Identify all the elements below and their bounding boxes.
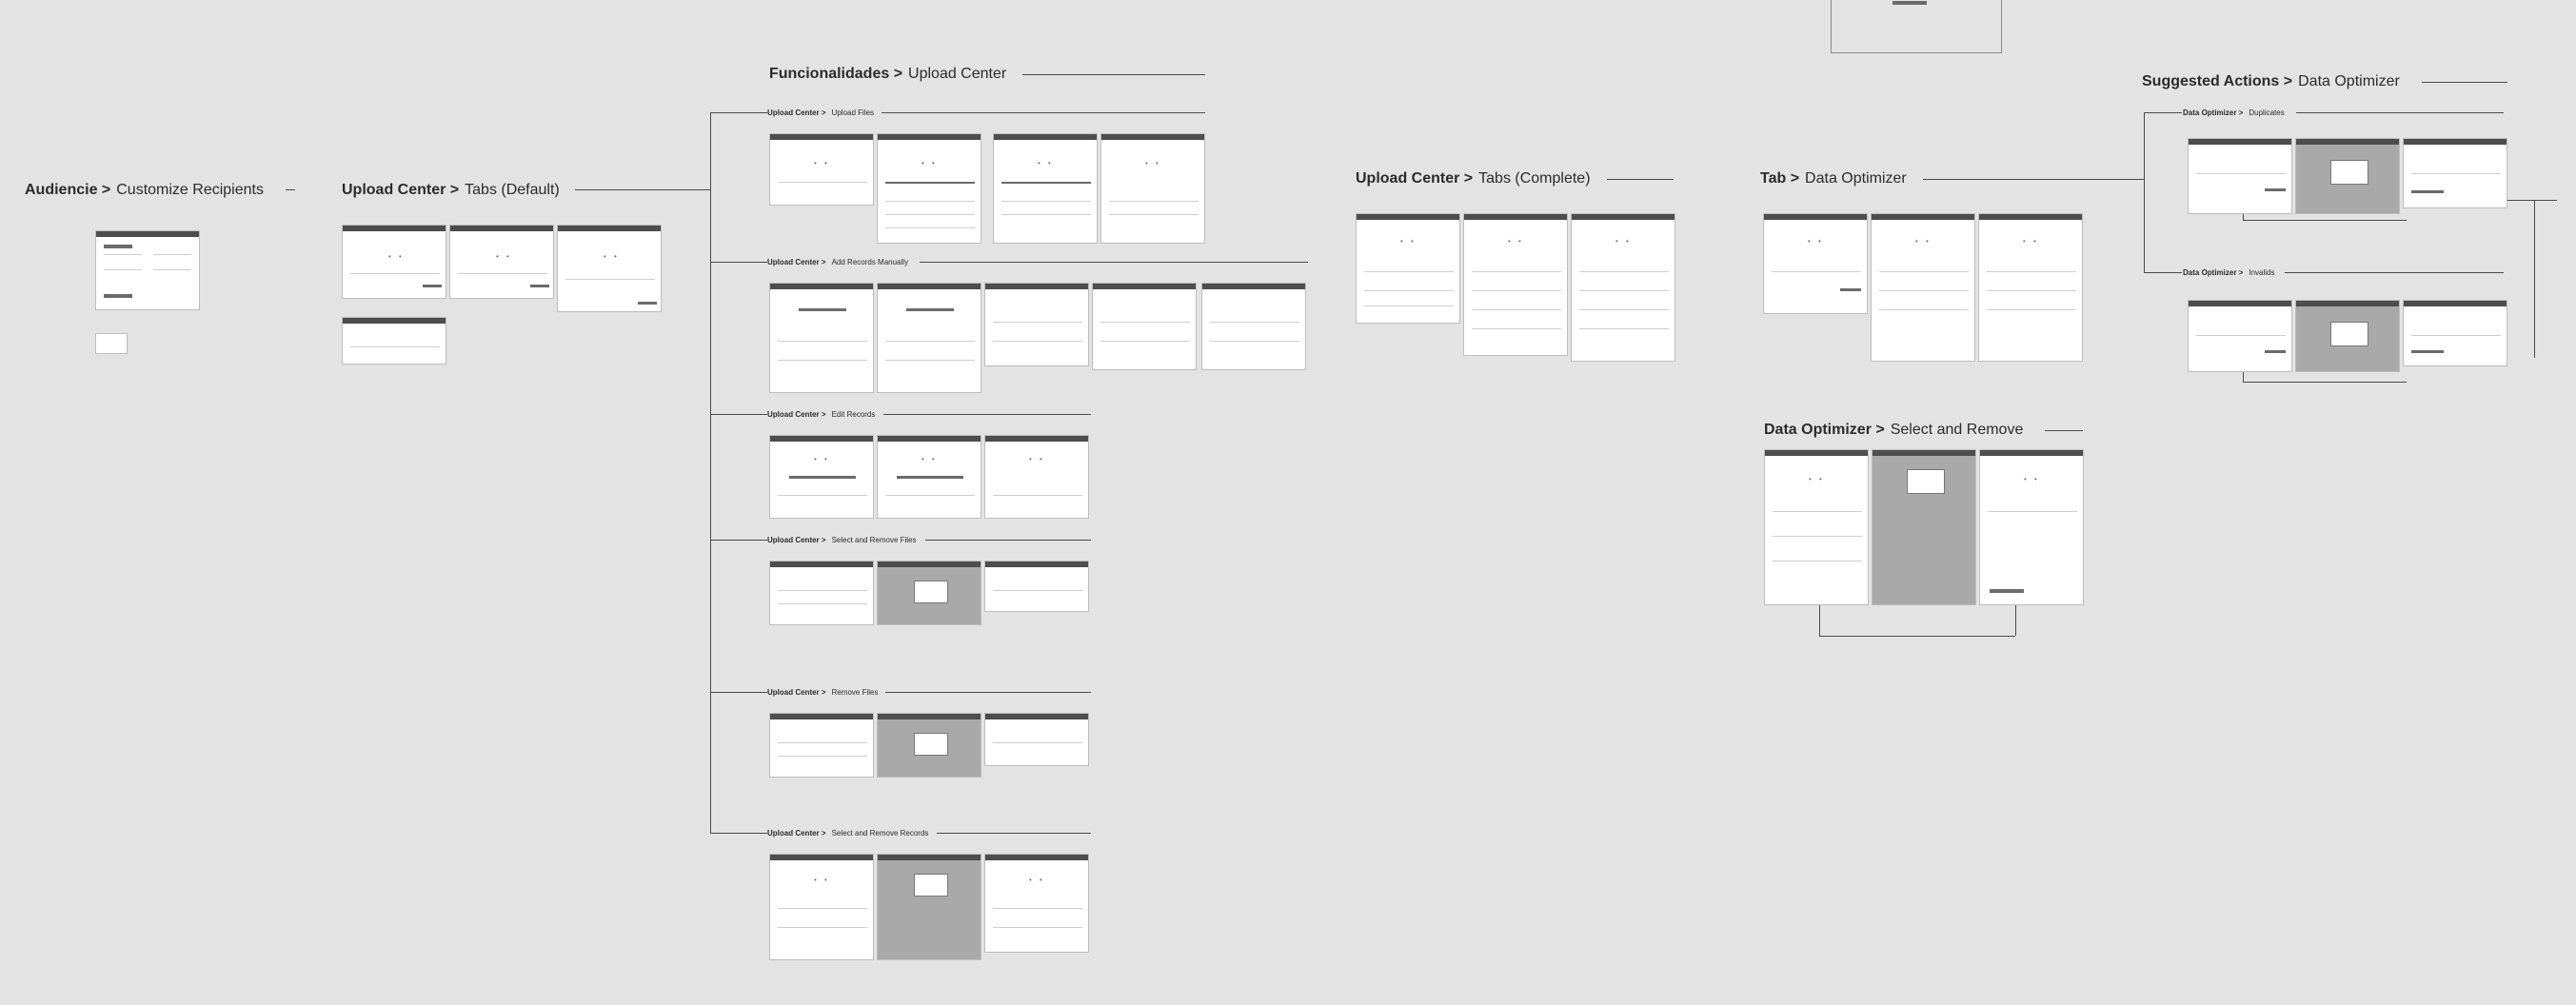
subsection-title-upload-files xyxy=(767,108,874,118)
flow-line xyxy=(1819,636,2015,637)
screen-frame[interactable]: • • xyxy=(1571,213,1675,362)
screen-frame[interactable] xyxy=(984,283,1089,366)
section-title-rest: Select and Remove xyxy=(1890,422,2024,438)
flow-line xyxy=(2534,200,2535,358)
connector-line xyxy=(2422,82,2507,83)
screen-frame[interactable] xyxy=(877,283,981,393)
connector-line xyxy=(1923,179,2144,180)
branch-line xyxy=(710,112,767,113)
branch-line xyxy=(710,262,767,263)
connector-line xyxy=(1607,179,1674,180)
screen-frame[interactable]: • • xyxy=(984,435,1089,519)
screen-frame[interactable]: • • xyxy=(1463,213,1568,356)
screen-frame[interactable] xyxy=(2188,138,2292,214)
screen-frame[interactable]: • • xyxy=(1764,449,1869,605)
flow-line xyxy=(2243,220,2407,221)
screen-frame[interactable] xyxy=(984,713,1089,766)
flow-line xyxy=(2015,605,2016,636)
section-title-rest: Tabs (Default) xyxy=(465,182,560,198)
section-title-upload-default xyxy=(342,181,560,200)
subsection-title-edit-records xyxy=(767,410,875,420)
section-title-bold: Suggested Actions > xyxy=(2142,73,2293,89)
subsection-title-bold: Upload Center > xyxy=(767,829,826,838)
connector-line xyxy=(1022,74,1205,75)
screen-frame[interactable] xyxy=(1092,283,1197,370)
screen-frame[interactable]: • • xyxy=(557,225,662,312)
subsection-title-bold: Upload Center > xyxy=(767,258,826,266)
screen-frame-modal[interactable] xyxy=(877,854,981,960)
screen-frame[interactable]: • • xyxy=(1979,449,2084,605)
subsection-title-bold: Upload Center > xyxy=(767,536,826,544)
subsection-title-bold: Upload Center > xyxy=(767,108,826,117)
section-title-rest: Customize Recipients xyxy=(116,182,264,198)
screen-frame[interactable]: • • xyxy=(1763,213,1868,314)
screen-frame[interactable] xyxy=(769,713,874,778)
subsection-title-rest: Add Records Manually xyxy=(831,258,909,266)
subsection-title-remove-files xyxy=(767,688,878,698)
section-title-bold: Funcionalidades > xyxy=(769,66,903,82)
subsection-title-duplicates xyxy=(2183,108,2285,118)
screen-frame[interactable]: • • xyxy=(1356,213,1460,324)
connector-line xyxy=(286,189,295,190)
screen-frame-partial[interactable] xyxy=(1831,0,2002,53)
subsection-title-add-manually xyxy=(767,258,908,267)
screen-frame[interactable]: • • xyxy=(449,225,554,299)
screen-frame[interactable] xyxy=(95,230,200,310)
screen-frame[interactable] xyxy=(984,561,1089,612)
section-title-bold: Data Optimizer > xyxy=(1764,422,1885,438)
subsection-title-bold: Data Optimizer > xyxy=(2183,268,2244,277)
screen-frame[interactable] xyxy=(342,317,446,365)
subsection-title-bold: Data Optimizer > xyxy=(2183,108,2244,117)
screen-frame[interactable]: • • xyxy=(769,435,874,519)
subsection-title-rest: Invalids xyxy=(2249,268,2275,277)
screen-frame[interactable] xyxy=(2403,138,2507,208)
trunk-line xyxy=(710,112,711,834)
connector-line xyxy=(937,833,1091,834)
section-title-rest: Upload Center xyxy=(908,66,1007,82)
flow-line xyxy=(2507,200,2557,201)
connector-line xyxy=(2285,272,2504,273)
flow-line xyxy=(2243,382,2407,383)
section-title-upload-complete xyxy=(1356,169,1591,188)
section-title-rest: Data Optimizer xyxy=(1805,170,1907,187)
branch-trunk xyxy=(2144,112,2145,272)
flow-line xyxy=(1819,605,1820,636)
screen-frame[interactable]: • • xyxy=(877,133,981,244)
connector-line xyxy=(885,692,1091,693)
subsection-title-rest: Remove Files xyxy=(831,688,879,697)
subsection-title-invalids xyxy=(2183,268,2274,278)
section-title-bold: Audiencie > xyxy=(25,182,111,198)
connector-line xyxy=(575,189,710,190)
branch-line xyxy=(710,414,767,415)
screen-frame[interactable]: • • xyxy=(1100,133,1205,244)
section-title-audiencie xyxy=(25,181,264,200)
screen-frame-modal[interactable] xyxy=(877,561,981,625)
screen-frame-modal[interactable] xyxy=(877,713,981,778)
section-title-tab-optimizer xyxy=(1760,169,1907,188)
branch-line xyxy=(710,692,767,693)
connector-line xyxy=(883,414,1091,415)
section-title-bold: Upload Center > xyxy=(342,182,460,198)
screen-frame[interactable]: • • xyxy=(342,225,446,299)
screen-frame[interactable]: • • xyxy=(1871,213,1975,362)
subsection-title-rest: Upload Files xyxy=(831,108,875,117)
section-title-suggested-actions xyxy=(2142,72,2400,91)
screen-frame[interactable] xyxy=(769,561,874,625)
section-title-rest: Tabs (Complete) xyxy=(1478,170,1591,187)
subsection-title-rest: Select and Remove Files xyxy=(831,536,917,544)
subsection-title-rest: Select and Remove Records xyxy=(831,829,929,838)
branch-line xyxy=(2144,112,2182,113)
connector-line xyxy=(882,112,1205,113)
connector-line xyxy=(925,540,1091,541)
screen-frame[interactable]: • • xyxy=(984,854,1089,953)
connector-line xyxy=(2296,112,2504,113)
connector-line xyxy=(2045,430,2083,431)
screen-frame-modal[interactable] xyxy=(2295,300,2400,372)
section-title-select-remove-optimizer xyxy=(1764,421,2023,440)
screen-frame[interactable] xyxy=(2188,300,2292,372)
connector-line xyxy=(920,262,1308,263)
branch-line xyxy=(2144,272,2182,273)
branch-line xyxy=(710,833,767,834)
screen-frame[interactable]: • • xyxy=(993,133,1098,244)
screen-frame[interactable]: • • xyxy=(1978,213,2083,362)
screen-frame[interactable] xyxy=(1201,283,1306,370)
screen-frame-mini[interactable] xyxy=(95,333,128,354)
screen-frame[interactable]: • • xyxy=(769,854,874,960)
screen-frame[interactable]: • • xyxy=(769,133,874,206)
section-title-bold: Tab > xyxy=(1760,170,1800,187)
subsection-title-rest: Duplicates xyxy=(2249,108,2285,117)
section-title-bold: Upload Center > xyxy=(1356,170,1474,187)
section-title-rest: Data Optimizer xyxy=(2298,73,2400,89)
screen-frame[interactable] xyxy=(769,283,874,393)
subsection-title-select-remove-records xyxy=(767,829,928,838)
subsection-title-rest: Edit Records xyxy=(831,410,876,419)
screen-frame[interactable] xyxy=(2403,300,2507,366)
subsection-title-select-remove-files xyxy=(767,536,917,545)
branch-line xyxy=(710,540,767,541)
section-title-funcionalidades xyxy=(769,65,1006,84)
flow-line xyxy=(2243,372,2244,382)
screen-frame[interactable]: • • xyxy=(877,435,981,519)
subsection-title-bold: Upload Center > xyxy=(767,688,826,697)
screen-frame-modal[interactable] xyxy=(1872,449,1976,605)
subsection-title-bold: Upload Center > xyxy=(767,410,826,419)
screen-frame-modal[interactable] xyxy=(2295,138,2400,214)
